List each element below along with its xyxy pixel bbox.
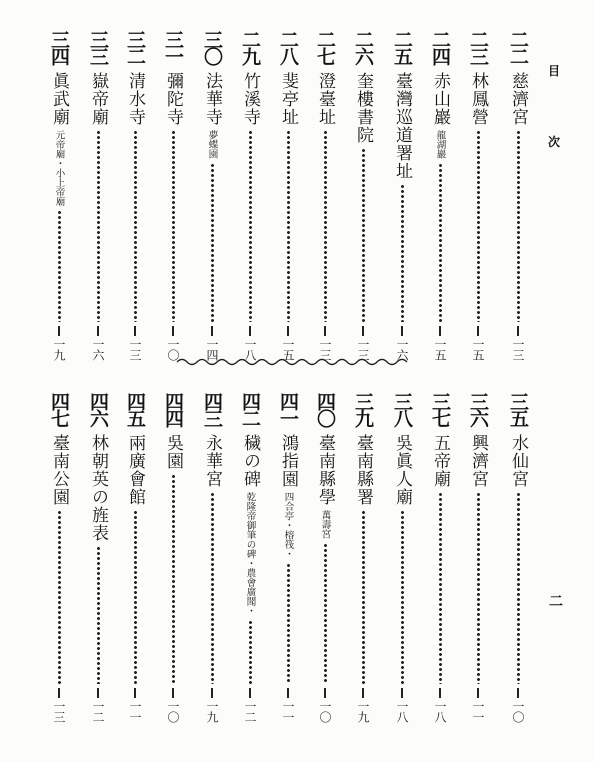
entry-page-number: 一三 — [318, 338, 332, 360]
entry-title: 斐亭址 — [278, 72, 298, 126]
page-dash — [249, 688, 251, 698]
entry-title: 奎樓書院 — [353, 72, 373, 144]
entry-number: 四一 — [277, 392, 299, 426]
page-dash — [211, 326, 213, 336]
entry-title: 法華寺 — [202, 72, 222, 126]
entry-note-group — [245, 492, 256, 616]
entry-number: 三八 — [391, 392, 413, 426]
entry-title: 永華宮 — [202, 434, 222, 488]
entry-page-number: 一九 — [205, 700, 219, 722]
entry-title: 興濟宮 — [468, 434, 488, 488]
entry-page-number: 一五 — [433, 338, 447, 360]
page-dash — [172, 326, 174, 336]
page-dash — [477, 326, 479, 336]
entry-page-number: 一八 — [243, 338, 257, 360]
entry-title: 兩廣會館 — [125, 434, 145, 506]
entry-number: 二三 — [467, 30, 489, 64]
dot-leader — [477, 492, 480, 684]
header-char-1: 目 — [548, 64, 561, 78]
dot-leader — [362, 148, 365, 322]
page-dash — [324, 688, 326, 698]
entry-note: 乾隆帝御筆の碑・ — [244, 492, 256, 568]
entry-number: 三三 — [87, 30, 109, 64]
page-dash — [517, 326, 519, 336]
entry-title: 臺南縣署 — [353, 434, 373, 506]
entry-page-number: 一八 — [433, 700, 447, 722]
toc-entry — [348, 392, 378, 722]
dot-leader — [401, 510, 404, 684]
page-dash — [211, 688, 213, 698]
entry-number: 三二 — [124, 30, 146, 64]
dot-leader — [362, 510, 365, 684]
dot-leader — [287, 130, 290, 322]
dot-leader — [211, 163, 214, 323]
toc-entry — [503, 30, 533, 360]
dot-leader — [401, 184, 404, 322]
entry-title: 吳眞人廟 — [392, 434, 412, 506]
page-dash — [97, 326, 99, 336]
page-dash — [401, 688, 403, 698]
toc-entry — [273, 30, 303, 360]
toc-entry — [387, 392, 417, 722]
dot-leader — [287, 563, 290, 685]
entry-number: 三五 — [507, 392, 529, 426]
entry-note: 夢蝶園 — [206, 130, 218, 159]
entry-title: 赤山巖 — [430, 72, 450, 126]
toc-entry — [310, 392, 340, 722]
entry-note: 四合亭・榕筏・ — [282, 492, 294, 559]
entry-number: 三〇 — [201, 30, 223, 64]
dot-leader — [439, 492, 442, 684]
toc-entry — [158, 392, 188, 722]
entry-page-number: 一〇 — [318, 700, 332, 722]
dot-leader — [517, 130, 520, 322]
page-dash — [362, 326, 364, 336]
entry-title: 穢の碑 — [240, 434, 260, 488]
toc-entry — [120, 30, 150, 360]
page-dash — [58, 688, 60, 698]
entry-number: 三七 — [429, 392, 451, 426]
entry-title: 林鳳營 — [468, 72, 488, 126]
entry-page-number: 一二 — [243, 700, 257, 722]
page-dash — [477, 688, 479, 698]
entry-title: 鴻指園 — [278, 434, 298, 488]
entry-page-number: 一九 — [356, 700, 370, 722]
dot-leader — [477, 130, 480, 322]
entry-number: 三六 — [467, 392, 489, 426]
entry-page-number: 一五 — [281, 338, 295, 360]
entry-page-number: 一五 — [471, 338, 485, 360]
toc-entry — [463, 392, 493, 722]
toc-entry — [235, 30, 265, 360]
entry-page-number: 一〇 — [166, 700, 180, 722]
entry-page-number: 一〇 — [511, 700, 525, 722]
entry-page-number: 一三 — [511, 338, 525, 360]
entry-number: 二八 — [277, 30, 299, 64]
page-dash — [287, 326, 289, 336]
page-dash — [439, 326, 441, 336]
page-dash — [172, 688, 174, 698]
entry-note: 龍湖巖 — [434, 130, 446, 159]
entry-page-number: 一三 — [52, 700, 66, 722]
dot-leader — [324, 543, 327, 685]
dot-leader — [439, 163, 442, 323]
entry-title: 水仙宮 — [508, 434, 528, 488]
toc-entry — [158, 30, 188, 360]
entry-title: 五帝廟 — [430, 434, 450, 488]
entry-page-number: 一一 — [128, 700, 142, 722]
toc-entry — [83, 30, 113, 360]
dot-leader — [172, 474, 175, 684]
toc-entry — [503, 392, 533, 722]
toc-entry — [197, 30, 227, 360]
entry-title: 慈濟宮 — [508, 72, 528, 126]
entry-note: 萬壽宮 — [319, 510, 331, 539]
entry-number: 三一 — [162, 30, 184, 64]
folio-number: 二 — [549, 594, 563, 610]
toc-entry — [197, 392, 227, 722]
entry-page-number: 一三 — [128, 338, 142, 360]
page-dash — [287, 688, 289, 698]
dot-leader — [211, 492, 214, 684]
dot-leader — [58, 510, 61, 684]
toc-entry — [273, 392, 303, 722]
toc-entry — [235, 392, 265, 722]
toc-entry — [120, 392, 150, 722]
entry-title: 眞武廟 — [49, 72, 69, 126]
page-dash — [324, 326, 326, 336]
entry-page-number: 一一 — [281, 700, 295, 722]
entry-page-number: 一六 — [395, 338, 409, 360]
dot-leader — [249, 620, 252, 685]
entry-title: 彌陀寺 — [163, 72, 183, 126]
entry-page-number: 一〇 — [166, 338, 180, 360]
dot-leader — [134, 130, 137, 322]
dot-leader — [58, 210, 61, 322]
entry-number: 四六 — [87, 392, 109, 426]
header-char-2: 次 — [548, 135, 561, 149]
entry-note-second: 農會廣聞・ — [244, 568, 256, 616]
toc-entry — [463, 30, 493, 360]
entry-note: 元帝廟・小上帝廟 — [53, 130, 65, 206]
entry-number: 四〇 — [314, 392, 336, 426]
entry-page-number: 一一 — [471, 700, 485, 722]
entry-number: 二九 — [239, 30, 261, 64]
entry-number: 三九 — [352, 392, 374, 426]
toc-entry — [387, 30, 417, 360]
dot-leader — [134, 510, 137, 684]
dot-leader — [249, 130, 252, 322]
entry-title: 嶽帝廟 — [88, 72, 108, 126]
toc-entry — [348, 30, 378, 360]
page-dash — [517, 688, 519, 698]
entry-page-number: 一三 — [356, 338, 370, 360]
entry-title: 臺南縣學 — [315, 434, 335, 506]
toc-entry — [425, 392, 455, 722]
entry-number: 四二 — [239, 392, 261, 426]
entry-title: 清水寺 — [125, 72, 145, 126]
entry-number: 三四 — [48, 30, 70, 64]
dot-leader — [172, 130, 175, 322]
entry-number: 四三 — [201, 392, 223, 426]
page-dash — [362, 688, 364, 698]
entry-title: 澄臺址 — [315, 72, 335, 126]
entry-page-number: 一六 — [91, 338, 105, 360]
page-dash — [97, 688, 99, 698]
entry-page-number: 一九 — [52, 338, 66, 360]
entry-title: 臺灣巡道署址 — [392, 72, 412, 180]
entry-title: 林朝英の旌表 — [88, 434, 108, 542]
entry-number: 二二 — [507, 30, 529, 64]
page-dash — [58, 326, 60, 336]
dot-leader — [97, 130, 100, 322]
page-dash — [401, 326, 403, 336]
toc-entry — [425, 30, 455, 360]
entry-title: 竹溪寺 — [240, 72, 260, 126]
page-dash — [134, 326, 136, 336]
entry-number: 四四 — [162, 392, 184, 426]
section-divider-wave — [175, 356, 415, 368]
toc-entry — [44, 392, 74, 722]
entry-number: 四五 — [124, 392, 146, 426]
entry-page-number: 一二 — [91, 700, 105, 722]
entry-title: 臺南公園 — [49, 434, 69, 506]
page-dash — [134, 688, 136, 698]
entry-title: 吳園 — [163, 434, 183, 470]
dot-leader — [97, 546, 100, 684]
page-dash — [439, 688, 441, 698]
toc-entry — [83, 392, 113, 722]
entry-page-number: 一八 — [395, 700, 409, 722]
dot-leader — [324, 130, 327, 322]
entry-number: 二六 — [352, 30, 374, 64]
dot-leader — [517, 492, 520, 684]
entry-number: 二四 — [429, 30, 451, 64]
toc-entry — [310, 30, 340, 360]
entry-number: 四七 — [48, 392, 70, 426]
toc-entry — [44, 30, 74, 360]
entry-number: 二七 — [314, 30, 336, 64]
page-dash — [249, 326, 251, 336]
entry-number: 二五 — [391, 30, 413, 64]
entry-page-number: 一四 — [205, 338, 219, 360]
